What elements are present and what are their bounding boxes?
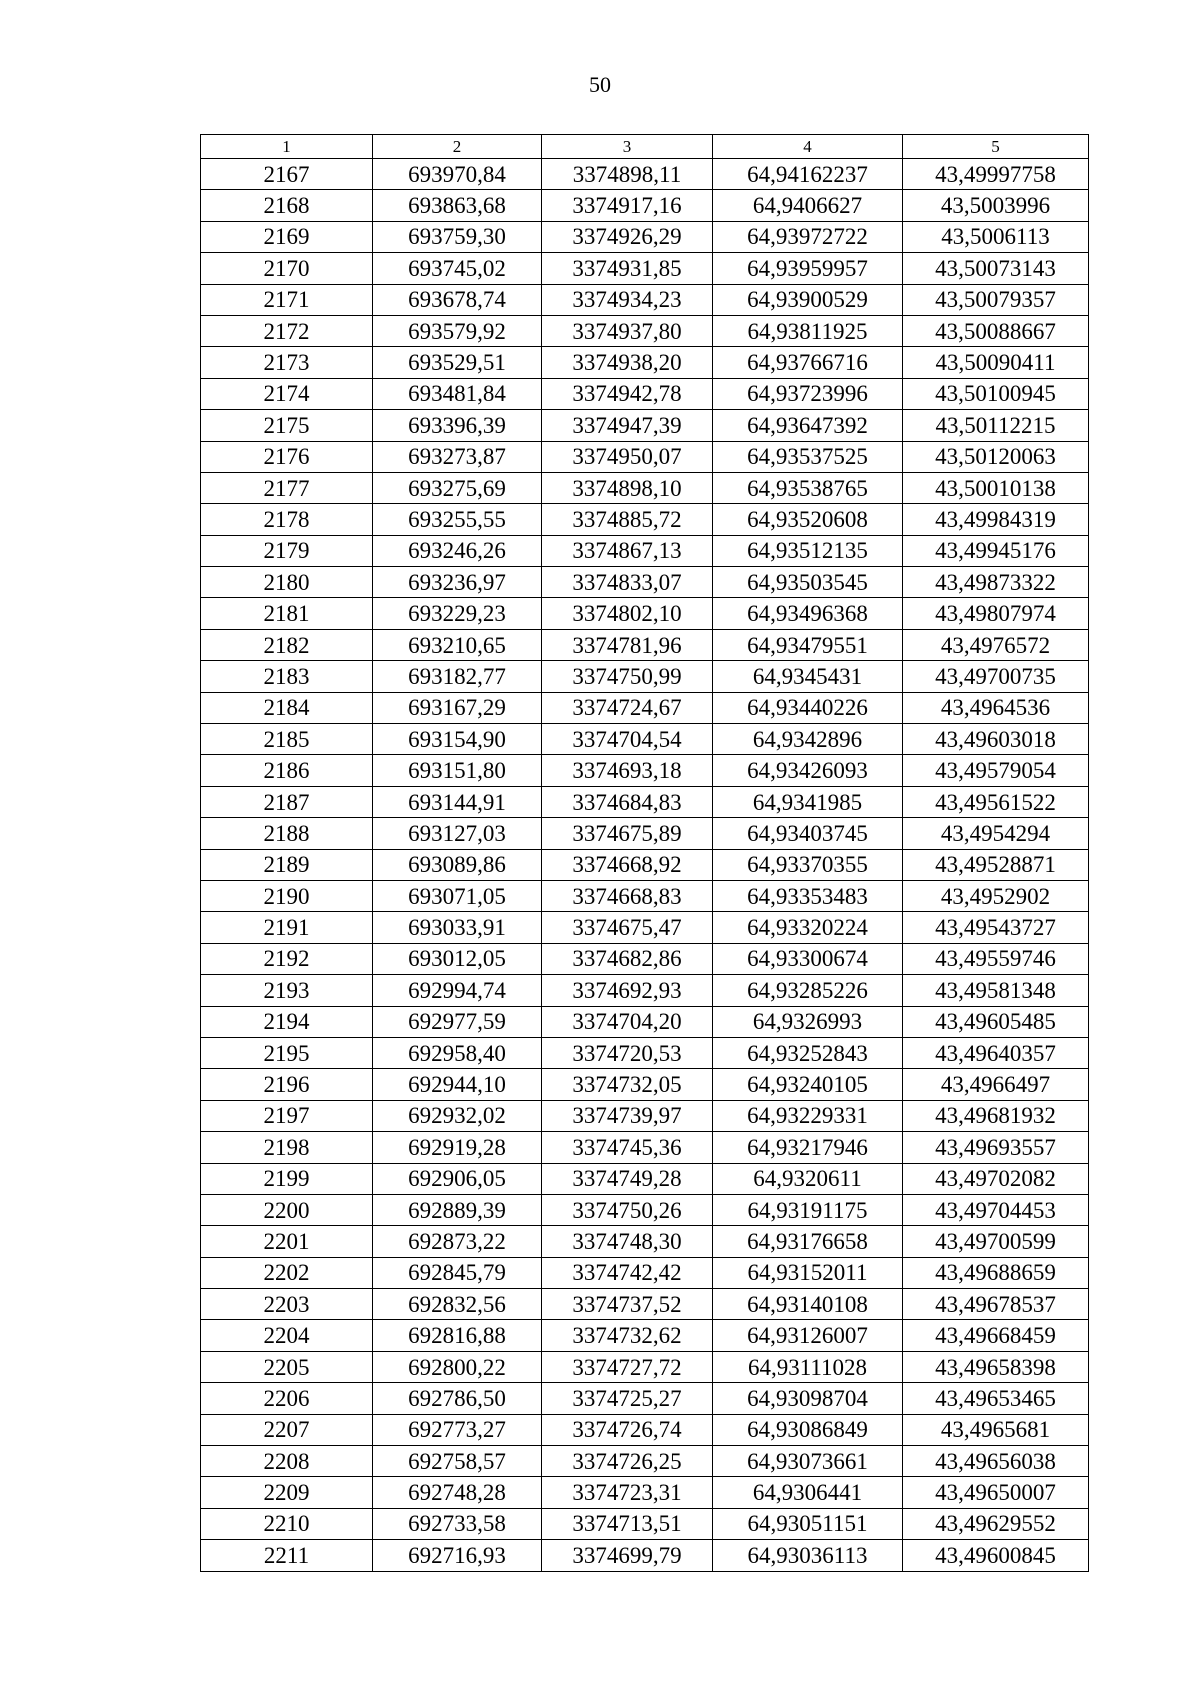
table-cell-col-5: 43,49629552 xyxy=(903,1508,1089,1539)
table-cell-col-5: 43,49528871 xyxy=(903,849,1089,880)
table-row xyxy=(201,535,1089,566)
table-cell-col-5: 43,49658398 xyxy=(903,1351,1089,1382)
table-cell-col-5: 43,49700599 xyxy=(903,1226,1089,1257)
table-row xyxy=(201,1320,1089,1351)
table-cell-col-4: 64,93229331 xyxy=(713,1100,903,1131)
table-cell-col-4: 64,9345431 xyxy=(713,661,903,692)
table-cell-col-4: 64,94162237 xyxy=(713,159,903,190)
table-cell-col-2: 692733,58 xyxy=(373,1508,542,1539)
table-cell-col-2: 692906,05 xyxy=(373,1163,542,1194)
table-cell-col-3: 3374720,53 xyxy=(542,1037,713,1068)
table-cell-col-3: 3374726,74 xyxy=(542,1414,713,1445)
page-number: 50 xyxy=(589,72,611,97)
table-cell-col-5: 43,49640357 xyxy=(903,1037,1089,1068)
table-cell-col-3: 3374926,29 xyxy=(542,221,713,252)
table-cell-col-1: 2199 xyxy=(201,1163,373,1194)
table-row xyxy=(201,1163,1089,1194)
table-cell-col-5: 43,49678537 xyxy=(903,1289,1089,1320)
table-cell-col-2: 692845,79 xyxy=(373,1257,542,1288)
table-cell-col-5: 43,49561522 xyxy=(903,786,1089,817)
table-cell-col-1: 2203 xyxy=(201,1289,373,1320)
table-cell-col-5: 43,49600845 xyxy=(903,1540,1089,1571)
table-cell-col-5: 43,49693557 xyxy=(903,1132,1089,1163)
table-cell-col-3: 3374704,54 xyxy=(542,724,713,755)
table-cell-col-1: 2181 xyxy=(201,598,373,629)
table-cell-col-3: 3374668,92 xyxy=(542,849,713,880)
table-row xyxy=(201,504,1089,535)
table-cell-col-2: 693182,77 xyxy=(373,661,542,692)
table-cell-col-2: 693745,02 xyxy=(373,253,542,284)
table-row xyxy=(201,1477,1089,1508)
table-cell-col-3: 3374833,07 xyxy=(542,567,713,598)
table-header xyxy=(201,135,1089,159)
table-cell-col-2: 693396,39 xyxy=(373,410,542,441)
table-cell-col-5: 43,50112215 xyxy=(903,410,1089,441)
table-row xyxy=(201,1006,1089,1037)
table-cell-col-4: 64,93496368 xyxy=(713,598,903,629)
table-row xyxy=(201,284,1089,315)
table-row xyxy=(201,755,1089,786)
table-cell-col-3: 3374704,20 xyxy=(542,1006,713,1037)
table-cell-col-4: 64,93403745 xyxy=(713,818,903,849)
table-cell-col-5: 43,5003996 xyxy=(903,190,1089,221)
table-cell-col-2: 692716,93 xyxy=(373,1540,542,1571)
table-cell-col-4: 64,9342896 xyxy=(713,724,903,755)
table-cell-col-4: 64,93538765 xyxy=(713,472,903,503)
table-cell-col-4: 64,93240105 xyxy=(713,1069,903,1100)
table-cell-col-4: 64,93051151 xyxy=(713,1508,903,1539)
table-cell-col-2: 693678,74 xyxy=(373,284,542,315)
table-cell-col-4: 64,93176658 xyxy=(713,1226,903,1257)
table-cell-col-3: 3374699,79 xyxy=(542,1540,713,1571)
table-cell-col-3: 3374693,18 xyxy=(542,755,713,786)
table-cell-col-2: 693089,86 xyxy=(373,849,542,880)
table-cell-col-3: 3374745,36 xyxy=(542,1132,713,1163)
table-cell-col-2: 693275,69 xyxy=(373,472,542,503)
table-cell-col-5: 43,49605485 xyxy=(903,1006,1089,1037)
table-row xyxy=(201,1194,1089,1225)
table-cell-col-5: 43,49700735 xyxy=(903,661,1089,692)
table-cell-col-1: 2169 xyxy=(201,221,373,252)
table-cell-col-3: 3374938,20 xyxy=(542,347,713,378)
table-row xyxy=(201,1383,1089,1414)
table-cell-col-5: 43,49579054 xyxy=(903,755,1089,786)
table-row xyxy=(201,943,1089,974)
table-cell-col-3: 3374713,51 xyxy=(542,1508,713,1539)
table-cell-col-5: 43,49581348 xyxy=(903,975,1089,1006)
table-cell-col-1: 2207 xyxy=(201,1414,373,1445)
table-cell-col-1: 2173 xyxy=(201,347,373,378)
table-cell-col-4: 64,9320611 xyxy=(713,1163,903,1194)
table-row xyxy=(201,786,1089,817)
table-cell-col-1: 2192 xyxy=(201,943,373,974)
table-cell-col-3: 3374917,16 xyxy=(542,190,713,221)
table-cell-col-5: 43,49668459 xyxy=(903,1320,1089,1351)
table-row xyxy=(201,1508,1089,1539)
table-cell-col-4: 64,93520608 xyxy=(713,504,903,535)
table-cell-col-1: 2198 xyxy=(201,1132,373,1163)
table-row xyxy=(201,912,1089,943)
table-cell-col-5: 43,4964536 xyxy=(903,692,1089,723)
table-cell-col-1: 2170 xyxy=(201,253,373,284)
table-cell-col-4: 64,9406627 xyxy=(713,190,903,221)
table-cell-col-1: 2189 xyxy=(201,849,373,880)
table-cell-col-1: 2201 xyxy=(201,1226,373,1257)
table-cell-col-2: 693033,91 xyxy=(373,912,542,943)
table-cell-col-4: 64,93191175 xyxy=(713,1194,903,1225)
table-cell-col-3: 3374937,80 xyxy=(542,315,713,346)
table-row xyxy=(201,1446,1089,1477)
table-cell-col-2: 693529,51 xyxy=(373,347,542,378)
table-cell-col-2: 692958,40 xyxy=(373,1037,542,1068)
table-row xyxy=(201,598,1089,629)
table-row xyxy=(201,1069,1089,1100)
column-header-3: 3 xyxy=(542,135,713,159)
table-cell-col-1: 2196 xyxy=(201,1069,373,1100)
column-header-5: 5 xyxy=(903,135,1089,159)
table-cell-col-4: 64,93036113 xyxy=(713,1540,903,1571)
table-cell-col-2: 693127,03 xyxy=(373,818,542,849)
table-row xyxy=(201,221,1089,252)
table-cell-col-2: 693273,87 xyxy=(373,441,542,472)
table-row xyxy=(201,1414,1089,1445)
table-cell-col-1: 2191 xyxy=(201,912,373,943)
table-cell-col-5: 43,49681932 xyxy=(903,1100,1089,1131)
table-cell-col-1: 2194 xyxy=(201,1006,373,1037)
table-cell-col-1: 2178 xyxy=(201,504,373,535)
table-cell-col-5: 43,49997758 xyxy=(903,159,1089,190)
table-cell-col-4: 64,93766716 xyxy=(713,347,903,378)
table-cell-col-4: 64,93426093 xyxy=(713,755,903,786)
table-cell-col-2: 693255,55 xyxy=(373,504,542,535)
table-cell-col-5: 43,49807974 xyxy=(903,598,1089,629)
table-cell-col-5: 43,49656038 xyxy=(903,1446,1089,1477)
table-cell-col-3: 3374781,96 xyxy=(542,629,713,660)
table-cell-col-4: 64,93111028 xyxy=(713,1351,903,1382)
table-cell-col-2: 693210,65 xyxy=(373,629,542,660)
table-cell-col-5: 43,49603018 xyxy=(903,724,1089,755)
table-row xyxy=(201,1289,1089,1320)
table-cell-col-5: 43,4976572 xyxy=(903,629,1089,660)
table-cell-col-3: 3374675,47 xyxy=(542,912,713,943)
table-cell-col-4: 64,93900529 xyxy=(713,284,903,315)
table-cell-col-3: 3374682,86 xyxy=(542,943,713,974)
table-cell-col-5: 43,49650007 xyxy=(903,1477,1089,1508)
table-cell-col-4: 64,93086849 xyxy=(713,1414,903,1445)
table-cell-col-4: 64,93252843 xyxy=(713,1037,903,1068)
table-cell-col-5: 43,49873322 xyxy=(903,567,1089,598)
table-cell-col-3: 3374723,31 xyxy=(542,1477,713,1508)
table-cell-col-2: 693167,29 xyxy=(373,692,542,723)
table-cell-col-3: 3374732,62 xyxy=(542,1320,713,1351)
table-row xyxy=(201,378,1089,409)
table-row xyxy=(201,1540,1089,1571)
table-cell-col-3: 3374727,72 xyxy=(542,1351,713,1382)
table-cell-col-1: 2187 xyxy=(201,786,373,817)
table-cell-col-5: 43,49945176 xyxy=(903,535,1089,566)
table-cell-col-5: 43,49704453 xyxy=(903,1194,1089,1225)
table-cell-col-5: 43,50088667 xyxy=(903,315,1089,346)
table-row xyxy=(201,159,1089,190)
table-cell-col-1: 2183 xyxy=(201,661,373,692)
table-cell-col-1: 2167 xyxy=(201,159,373,190)
table-cell-col-4: 64,93537525 xyxy=(713,441,903,472)
table-cell-col-3: 3374867,13 xyxy=(542,535,713,566)
table-cell-col-3: 3374668,83 xyxy=(542,880,713,911)
table-cell-col-3: 3374942,78 xyxy=(542,378,713,409)
table-cell-col-4: 64,93285226 xyxy=(713,975,903,1006)
table-cell-col-2: 692919,28 xyxy=(373,1132,542,1163)
table-cell-col-2: 692977,59 xyxy=(373,1006,542,1037)
table-row xyxy=(201,472,1089,503)
table-cell-col-5: 43,49653465 xyxy=(903,1383,1089,1414)
column-header-1: 1 xyxy=(201,135,373,159)
table-cell-col-5: 43,49984319 xyxy=(903,504,1089,535)
table-cell-col-3: 3374885,72 xyxy=(542,504,713,535)
table-cell-col-2: 693154,90 xyxy=(373,724,542,755)
table-row xyxy=(201,1351,1089,1382)
table-row xyxy=(201,629,1089,660)
table-cell-col-5: 43,4952902 xyxy=(903,880,1089,911)
table-cell-col-3: 3374732,05 xyxy=(542,1069,713,1100)
table-cell-col-4: 64,93440226 xyxy=(713,692,903,723)
table-cell-col-1: 2197 xyxy=(201,1100,373,1131)
table-cell-col-3: 3374684,83 xyxy=(542,786,713,817)
table-cell-col-2: 693151,80 xyxy=(373,755,542,786)
coordinates-table xyxy=(200,134,1089,1572)
table-cell-col-1: 2177 xyxy=(201,472,373,503)
table-cell-col-1: 2172 xyxy=(201,315,373,346)
table-cell-col-1: 2193 xyxy=(201,975,373,1006)
table-cell-col-1: 2184 xyxy=(201,692,373,723)
table-cell-col-4: 64,93479551 xyxy=(713,629,903,660)
table-row xyxy=(201,567,1089,598)
table-row xyxy=(201,880,1089,911)
table-cell-col-4: 64,93073661 xyxy=(713,1446,903,1477)
table-cell-col-5: 43,50010138 xyxy=(903,472,1089,503)
table-cell-col-3: 3374725,27 xyxy=(542,1383,713,1414)
table-cell-col-5: 43,49688659 xyxy=(903,1257,1089,1288)
table-cell-col-2: 692832,56 xyxy=(373,1289,542,1320)
table-cell-col-4: 64,93320224 xyxy=(713,912,903,943)
table-cell-col-3: 3374950,07 xyxy=(542,441,713,472)
table-cell-col-4: 64,93140108 xyxy=(713,1289,903,1320)
table-cell-col-5: 43,50100945 xyxy=(903,378,1089,409)
table-cell-col-4: 64,9326993 xyxy=(713,1006,903,1037)
table-row xyxy=(201,347,1089,378)
table-cell-col-1: 2171 xyxy=(201,284,373,315)
table-row xyxy=(201,1100,1089,1131)
table-cell-col-1: 2208 xyxy=(201,1446,373,1477)
table-cell-col-4: 64,93811925 xyxy=(713,315,903,346)
table-cell-col-3: 3374675,89 xyxy=(542,818,713,849)
table-cell-col-3: 3374898,11 xyxy=(542,159,713,190)
table-cell-col-2: 692748,28 xyxy=(373,1477,542,1508)
table-row xyxy=(201,692,1089,723)
table-cell-col-1: 2209 xyxy=(201,1477,373,1508)
table-row xyxy=(201,818,1089,849)
table-cell-col-1: 2182 xyxy=(201,629,373,660)
table-row xyxy=(201,410,1089,441)
table-cell-col-3: 3374898,10 xyxy=(542,472,713,503)
table-cell-col-2: 693481,84 xyxy=(373,378,542,409)
table-cell-col-2: 693246,26 xyxy=(373,535,542,566)
table-cell-col-5: 43,5006113 xyxy=(903,221,1089,252)
table-cell-col-5: 43,50073143 xyxy=(903,253,1089,284)
table-cell-col-3: 3374947,39 xyxy=(542,410,713,441)
table-cell-col-1: 2180 xyxy=(201,567,373,598)
table-row xyxy=(201,1037,1089,1068)
table-cell-col-5: 43,49543727 xyxy=(903,912,1089,943)
table-cell-col-4: 64,9341985 xyxy=(713,786,903,817)
table-cell-col-4: 64,93152011 xyxy=(713,1257,903,1288)
table-cell-col-3: 3374931,85 xyxy=(542,253,713,284)
table-cell-col-2: 692873,22 xyxy=(373,1226,542,1257)
table-cell-col-3: 3374739,97 xyxy=(542,1100,713,1131)
table-cell-col-5: 43,49702082 xyxy=(903,1163,1089,1194)
table-cell-col-2: 693970,84 xyxy=(373,159,542,190)
table-cell-col-2: 692944,10 xyxy=(373,1069,542,1100)
table-cell-col-3: 3374737,52 xyxy=(542,1289,713,1320)
table-cell-col-3: 3374748,30 xyxy=(542,1226,713,1257)
table-cell-col-3: 3374750,99 xyxy=(542,661,713,692)
table-cell-col-4: 64,93503545 xyxy=(713,567,903,598)
table-row xyxy=(201,190,1089,221)
table-row xyxy=(201,661,1089,692)
table-cell-col-1: 2175 xyxy=(201,410,373,441)
table-cell-col-3: 3374692,93 xyxy=(542,975,713,1006)
table-cell-col-1: 2179 xyxy=(201,535,373,566)
table-row xyxy=(201,1132,1089,1163)
table-cell-col-2: 693012,05 xyxy=(373,943,542,974)
table-cell-col-5: 43,4966497 xyxy=(903,1069,1089,1100)
table-cell-col-1: 2204 xyxy=(201,1320,373,1351)
table-cell-col-2: 693144,91 xyxy=(373,786,542,817)
table-cell-col-1: 2190 xyxy=(201,880,373,911)
table-cell-col-3: 3374934,23 xyxy=(542,284,713,315)
table-cell-col-5: 43,50090411 xyxy=(903,347,1089,378)
table-cell-col-4: 64,93647392 xyxy=(713,410,903,441)
table-cell-col-3: 3374726,25 xyxy=(542,1446,713,1477)
table-cell-col-3: 3374750,26 xyxy=(542,1194,713,1225)
table-cell-col-5: 43,50120063 xyxy=(903,441,1089,472)
table-cell-col-1: 2188 xyxy=(201,818,373,849)
table-cell-col-3: 3374802,10 xyxy=(542,598,713,629)
table-cell-col-2: 692800,22 xyxy=(373,1351,542,1382)
table-cell-col-5: 43,4965681 xyxy=(903,1414,1089,1445)
table-cell-col-4: 64,9306441 xyxy=(713,1477,903,1508)
column-header-4: 4 xyxy=(713,135,903,159)
table-row xyxy=(201,724,1089,755)
table-cell-col-5: 43,49559746 xyxy=(903,943,1089,974)
table-cell-col-1: 2176 xyxy=(201,441,373,472)
table-cell-col-1: 2211 xyxy=(201,1540,373,1571)
table-row xyxy=(201,849,1089,880)
table-cell-col-2: 693229,23 xyxy=(373,598,542,629)
table-cell-col-1: 2210 xyxy=(201,1508,373,1539)
table-cell-col-2: 693863,68 xyxy=(373,190,542,221)
table-cell-col-3: 3374742,42 xyxy=(542,1257,713,1288)
table-cell-col-4: 64,93217946 xyxy=(713,1132,903,1163)
table-cell-col-2: 693579,92 xyxy=(373,315,542,346)
table-cell-col-2: 692932,02 xyxy=(373,1100,542,1131)
table-cell-col-2: 692994,74 xyxy=(373,975,542,1006)
table-row xyxy=(201,253,1089,284)
table-cell-col-1: 2205 xyxy=(201,1351,373,1382)
table-row xyxy=(201,1226,1089,1257)
table-cell-col-4: 64,93126007 xyxy=(713,1320,903,1351)
table-cell-col-5: 43,50079357 xyxy=(903,284,1089,315)
table-row xyxy=(201,441,1089,472)
table-row xyxy=(201,975,1089,1006)
table-row xyxy=(201,315,1089,346)
table-cell-col-1: 2200 xyxy=(201,1194,373,1225)
table-cell-col-2: 692758,57 xyxy=(373,1446,542,1477)
table-cell-col-4: 64,93098704 xyxy=(713,1383,903,1414)
table-body xyxy=(201,159,1089,1572)
table-cell-col-4: 64,93959957 xyxy=(713,253,903,284)
table-cell-col-2: 692816,88 xyxy=(373,1320,542,1351)
table-cell-col-2: 692773,27 xyxy=(373,1414,542,1445)
table-cell-col-2: 693759,30 xyxy=(373,221,542,252)
table-cell-col-1: 2206 xyxy=(201,1383,373,1414)
table-cell-col-2: 692889,39 xyxy=(373,1194,542,1225)
table-cell-col-4: 64,93723996 xyxy=(713,378,903,409)
table-cell-col-2: 693236,97 xyxy=(373,567,542,598)
table-cell-col-4: 64,93353483 xyxy=(713,880,903,911)
table-cell-col-4: 64,93370355 xyxy=(713,849,903,880)
table-cell-col-3: 3374749,28 xyxy=(542,1163,713,1194)
table-cell-col-5: 43,4954294 xyxy=(903,818,1089,849)
table-cell-col-1: 2168 xyxy=(201,190,373,221)
table-cell-col-4: 64,93512135 xyxy=(713,535,903,566)
table-cell-col-2: 692786,50 xyxy=(373,1383,542,1414)
table-cell-col-2: 693071,05 xyxy=(373,880,542,911)
table-cell-col-1: 2186 xyxy=(201,755,373,786)
table-cell-col-4: 64,93972722 xyxy=(713,221,903,252)
column-header-2: 2 xyxy=(373,135,542,159)
table-cell-col-1: 2174 xyxy=(201,378,373,409)
table-cell-col-3: 3374724,67 xyxy=(542,692,713,723)
table-row xyxy=(201,1257,1089,1288)
table-cell-col-1: 2195 xyxy=(201,1037,373,1068)
table-cell-col-4: 64,93300674 xyxy=(713,943,903,974)
table-cell-col-1: 2202 xyxy=(201,1257,373,1288)
header-row xyxy=(201,135,1089,159)
table-cell-col-1: 2185 xyxy=(201,724,373,755)
